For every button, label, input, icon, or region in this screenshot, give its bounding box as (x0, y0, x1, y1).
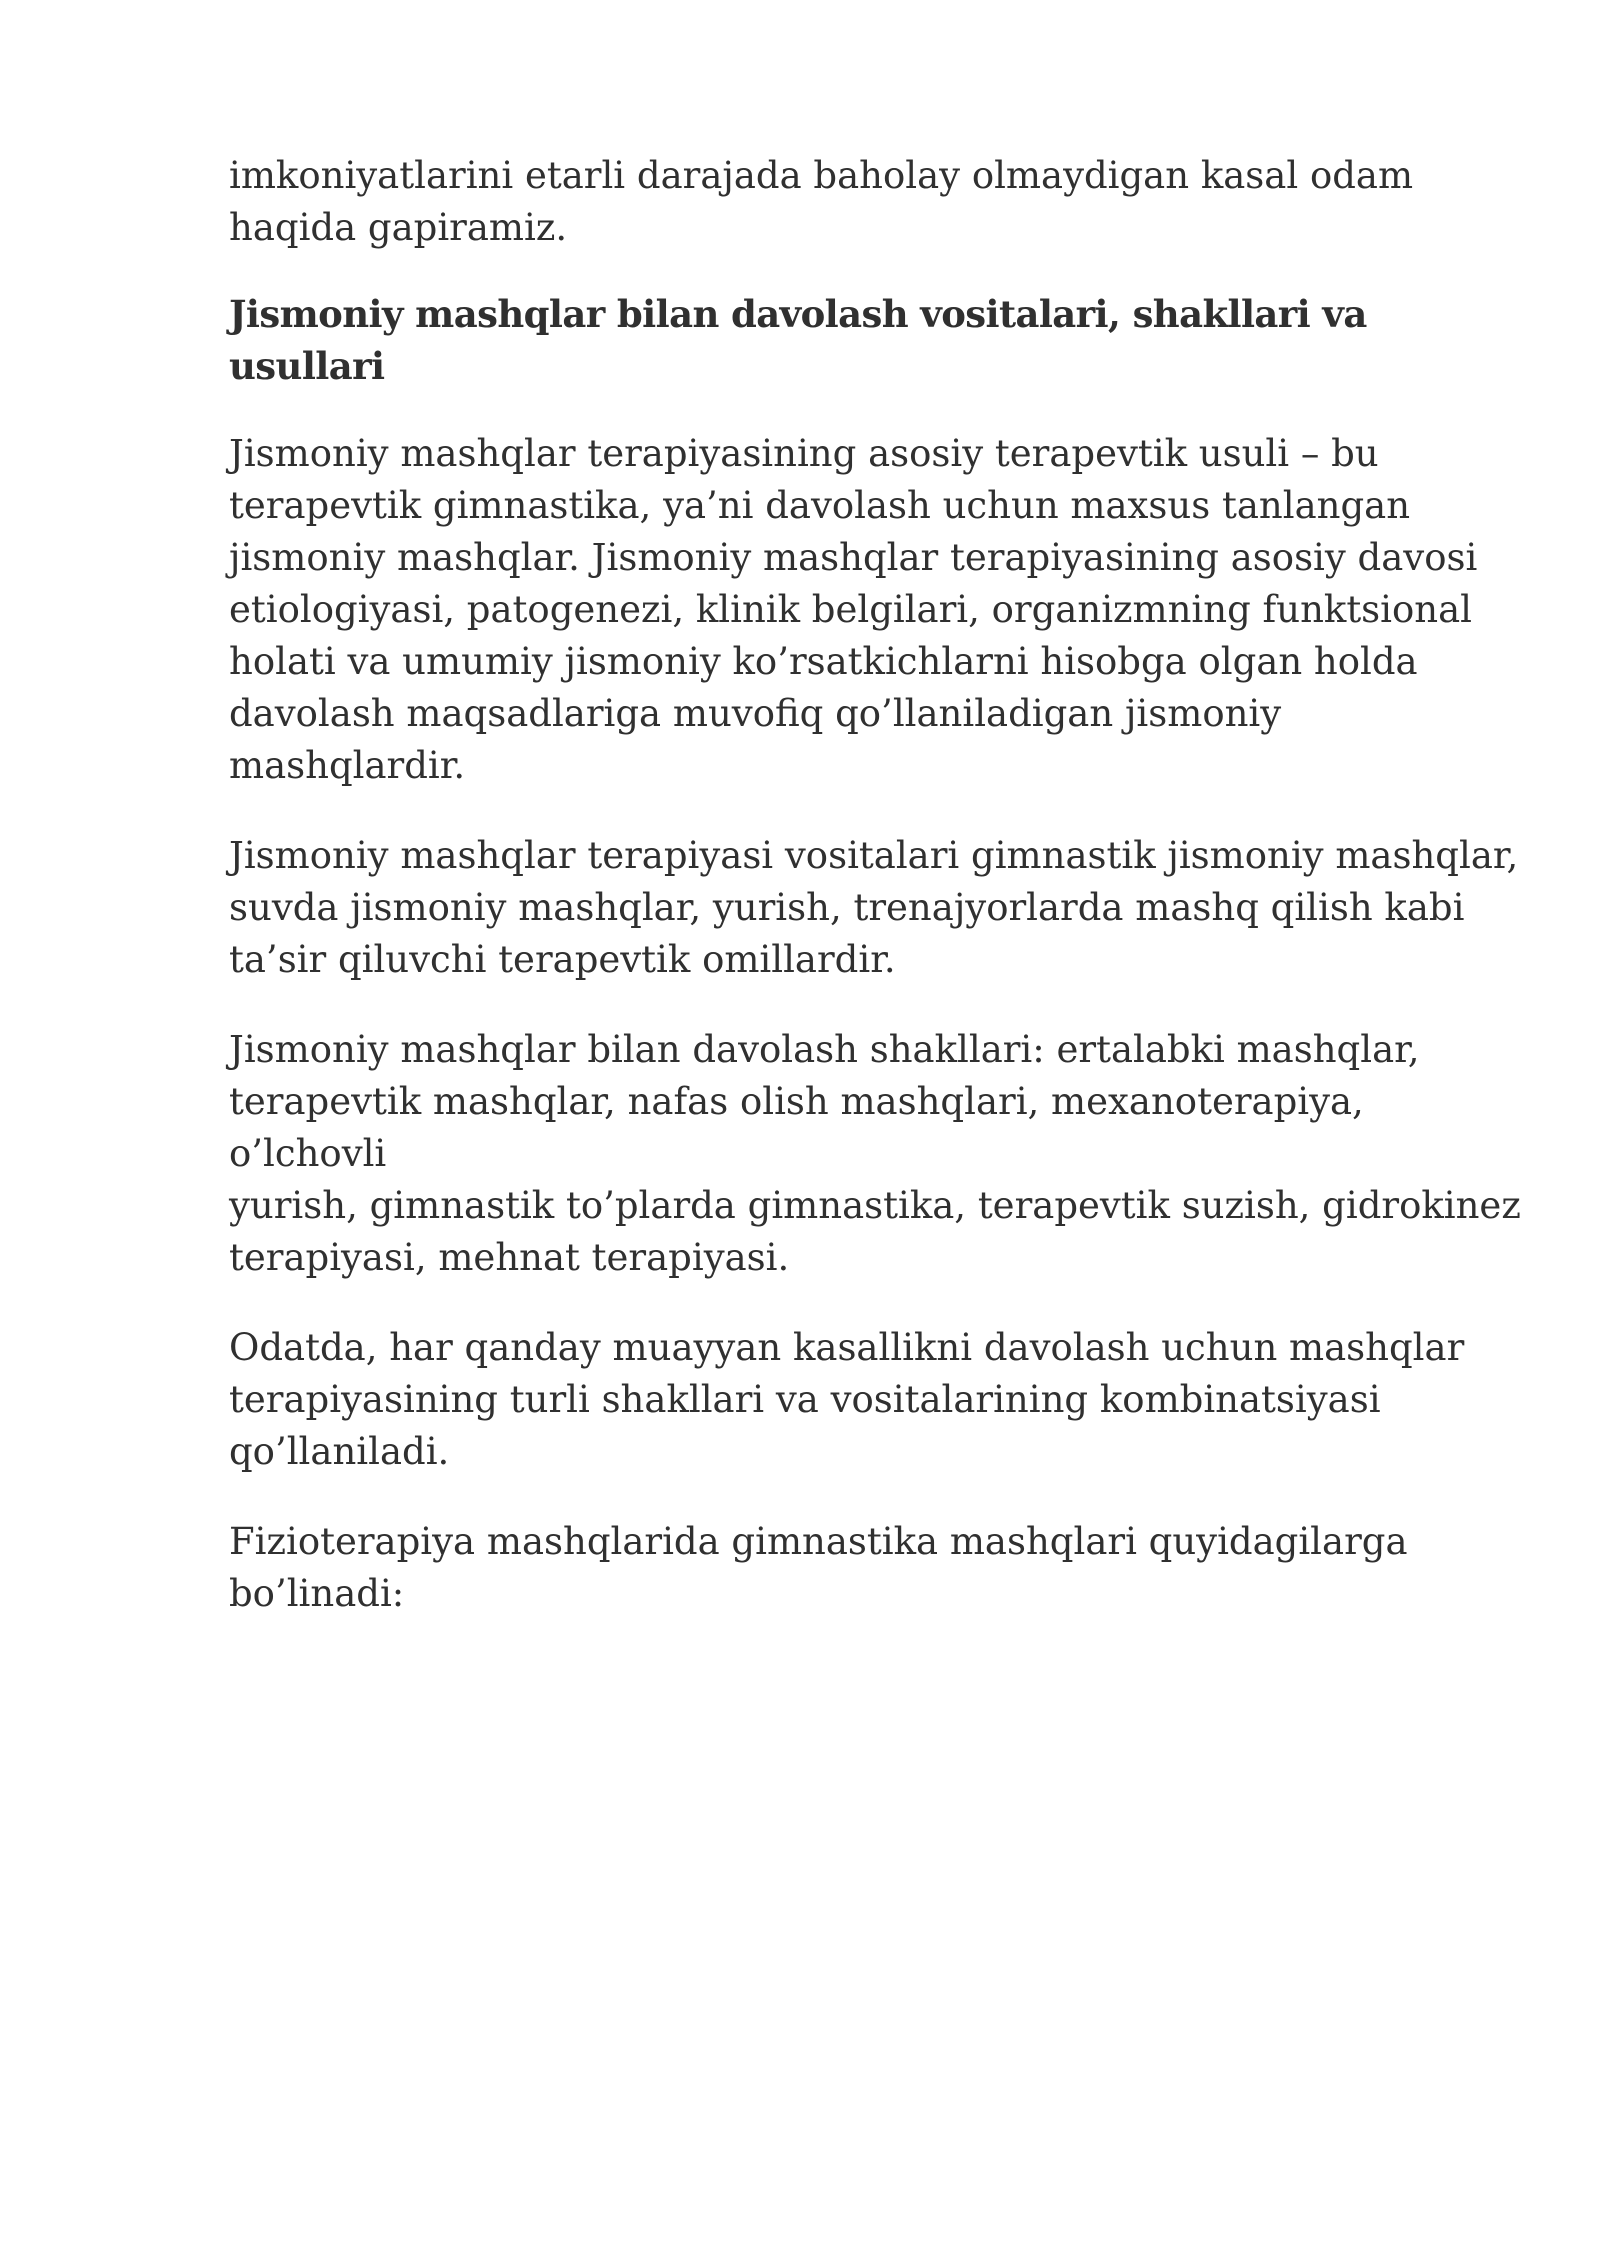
paragraph-combination: Odatda, har qanday muayyan kasallikni davolash uchun mashqlar terapiyasining turli shakllari va vositalarining kombinatsiyasi qo’llaniladi. (229, 1326, 1465, 1473)
document-body (229, 150, 1529, 1658)
paragraph-therapy-means: Jismoniy mashqlar terapiyasi vositalari gimnastik jismoniy mashqlar, suvda jismoniy mashqlar, yurish, trenajyorlarda mashq qilish kabi ta’sir qiluvchi terapevtik omillardir. (229, 834, 1519, 981)
paragraph-exercise-division: Fizioterapiya mashqlarida gimnastika mashqlari quyidagilarga bo’linadi: (229, 1520, 1408, 1615)
paragraph-therapeutic-method: Jismoniy mashqlar terapiyasining asosiy terapevtik usuli – bu terapevtik gimnastika, ya’ni davolash uchun maxsus tanlangan jismoniy mashqlar. Jismoniy mashqlar terapiyasining asosiy davosi etiologiyasi, patogenezi, klinik belgilari, organizmning funktsional holati va umumiy jismoniy ko’rsatkichlarni hisobga olgan holda davolash maqsadlariga muvofiq qo’llaniladigan jismoniy mashqlardir. (229, 432, 1478, 787)
paragraph-treatment-forms: Jismoniy mashqlar bilan davolash shakllari: ertalabki mashqlar, terapevtik mashqlar, nafas olish mashqlari, mexanoterapiya, o’lchovli yurish, gimnastik to’plarda gimnastika, terapevtik suzish, gidrokinez terapiyasi, mehnat terapiyasi. (229, 1028, 1521, 1279)
intro-paragraph: imkoniyatlarini etarli darajada baholay olmaydigan kasal odam haqida gapiramiz. (229, 154, 1414, 249)
section-heading: Jismoniy mashqlar bilan davolash vositalari, shakllari va usullari (229, 292, 1367, 388)
